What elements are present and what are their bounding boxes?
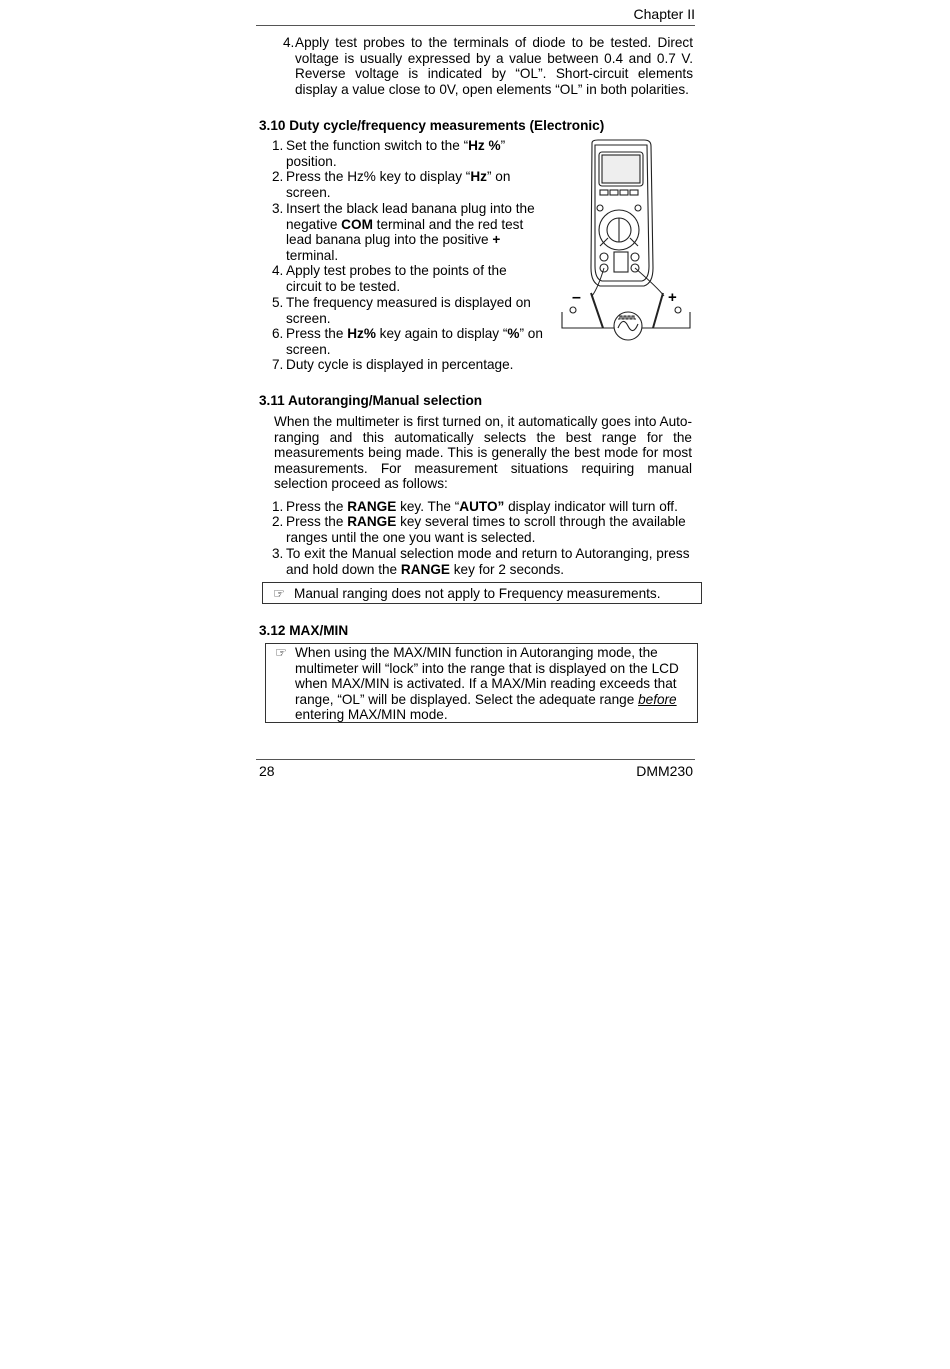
step-number: 4. — [283, 35, 295, 50]
autoranging-intro: When the multimeter is first turned on, it automatically goes into Auto-ranging and this automatically selects the best range for the measurements being made. This is generally the best mode for most measurements. For measurement situations requiring manual selection proceed as follows: — [274, 414, 692, 492]
multimeter-icon — [591, 140, 653, 286]
s310-step-2: 2. Press the Hz% key to display “Hz” on screen. — [272, 169, 511, 200]
chapter-label: Chapter II — [633, 6, 695, 22]
section-3-10-title: 3.10 Duty cycle/frequency measurements (Electronic) — [259, 118, 605, 133]
s310-step-1: 1. Set the function switch to the “Hz %” position. — [272, 138, 506, 169]
s310-step-3: 3. Insert the black lead banana plug into the negative COM terminal and the red test lead banana plug into the positive + terminal. — [272, 201, 535, 263]
manual-ranging-note — [262, 582, 702, 604]
s311-step-2: 2. Press the RANGE key several times to scroll through the available ranges until the one you want is selected. — [272, 514, 686, 545]
page-footer — [256, 759, 695, 779]
multimeter-frequency-diagram — [558, 138, 696, 344]
maxmin-note-text: When using the MAX/MIN function in Autoranging mode, the multimeter will “lock” into the range that is displayed on the LCD when MAX/MIN is activated. If a MAX/Min reading exceeds that range, “OL” will be displayed. Select the adequate range before entering MAX/MIN mode. — [295, 645, 679, 723]
page-number: 28 — [259, 763, 275, 779]
step-text: Apply test probes to the terminals of diode to be tested. Direct voltage is usually expressed by a value between 0.4 and 0.7 V. Reverse voltage is indicated by “OL”. Short-circuit elements display a value close to 0V, open elements “OL” in both polarities. — [295, 35, 693, 97]
s310-step-4: 4. Apply test probes to the points of the circuit to be tested. — [272, 263, 507, 294]
pointing-hand-icon: ☞ — [273, 586, 286, 601]
s310-step-7: 7. Duty cycle is displayed in percentage. — [272, 357, 514, 372]
signal-source-circuit — [562, 307, 690, 340]
s310-step-6: 6. Press the Hz% key again to display “%” on screen. — [272, 326, 543, 357]
diode-step-4 — [283, 35, 693, 97]
s310-step-5: 5. The frequency measured is displayed on screen. — [272, 295, 531, 326]
minus-symbol: – — [572, 289, 581, 306]
section-3-12-title: 3.12 MAX/MIN — [259, 623, 349, 638]
pointing-hand-icon: ☞ — [275, 645, 288, 660]
model-name: DMM230 — [636, 763, 693, 779]
maxmin-note — [265, 643, 698, 723]
s311-step-3: 3. To exit the Manual selection mode and return to Autoranging, press and hold down the RANGE key for 2 seconds. — [272, 546, 690, 577]
s311-step-1: 1. Press the RANGE key. The “AUTO” display indicator will turn off. — [272, 499, 678, 514]
page-header — [256, 6, 695, 26]
section-3-11-title: 3.11 Autoranging/Manual selection — [259, 393, 483, 408]
plus-symbol: + — [668, 289, 677, 306]
note-text: Manual ranging does not apply to Frequency measurements. — [294, 586, 661, 601]
